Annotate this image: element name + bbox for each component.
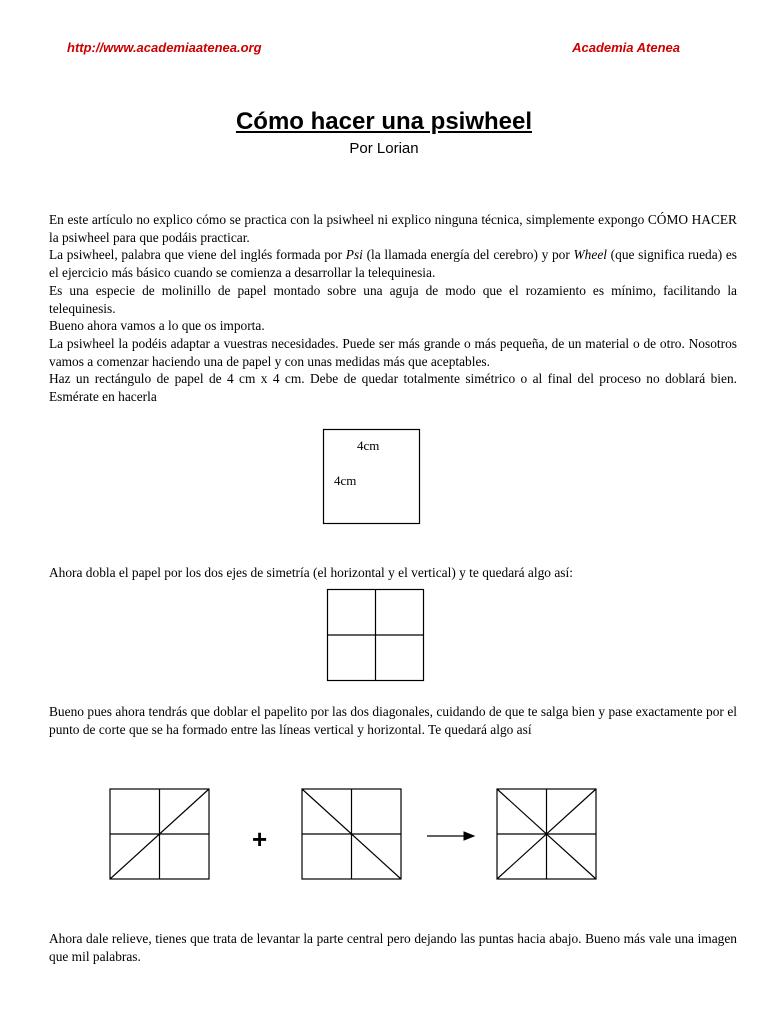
square-diagonal-a (110, 789, 209, 879)
intro-paragraph: En este artículo no explico cómo se practica con la psiwheel ni explico ninguna técnica, simplemente expongo CÓMO HACER la psiwheel para que podáis practicar. (49, 212, 737, 245)
step2-paragraph: Ahora dobla el papel por los dos ejes de simetría (el horizontal y el vertical) y te quedará algo así: (49, 565, 573, 580)
page-title: Cómo hacer una psiwheel (235, 108, 533, 135)
etymology-psi: Psi (345, 247, 363, 263)
plus-sign: + (252, 824, 268, 854)
header-site-name: Academia Atenea (572, 40, 680, 55)
intro-paragraph: Bueno ahora vamos a lo que os importa. (49, 318, 265, 334)
header-url-link[interactable]: http://www.academiaatenea.org (67, 40, 262, 55)
etymology-mid: (la llamada energía del cerebro) y por (362, 247, 574, 263)
step4-text (49, 930, 737, 965)
width-label: 4cm (357, 438, 380, 453)
arrow-right-icon (427, 832, 474, 840)
intro-paragraph: Es una especie de molinillo de papel montado sobre una aguja de modo que el rozamiento es mínimo, facilitando la telequinesis. (49, 282, 737, 316)
square-diagonal-result (497, 789, 596, 879)
step3-paragraph: Bueno pues ahora tendrás que doblar el papelito por las dos diagonales, cuidando de que te salga bien y pase exactamente por el punto de corte que se ha formado entre las líneas vertical y horizontal. Te quedará algo así (49, 704, 737, 737)
etymology-pre: La psiwheel, palabra que viene del inglés formada por (49, 247, 346, 263)
etymology-post: (que significa rueda) es el ejercicio más básico cuando se comienza a desarrollar la telequinesia. (49, 247, 737, 281)
height-label: 4cm (334, 473, 357, 488)
step4-paragraph: Ahora dale relieve, tienes que trata de levantar la parte central pero dejando las puntas hacia abajo. Bueno más vale una imagen que mil palabras. (49, 931, 737, 964)
intro-paragraph: La psiwheel la podéis adaptar a vuestras necesidades. Puede ser más grande o más pequeña, de un material o de otro. Nosotros vamos a comenzar haciendo una de papel y con unas medidas más que aceptables. (49, 335, 737, 369)
intro-paragraph: Haz un rectángulo de papel de 4 cm x 4 cm. Debe de quedar totalmente simétrico o al final del proceso no doblará bien. Esmérate en hacerla (49, 371, 737, 405)
square-diagonal-b (302, 789, 401, 879)
etymology-wheel: Wheel (573, 247, 607, 263)
author-line: Por Lorian (349, 140, 419, 157)
